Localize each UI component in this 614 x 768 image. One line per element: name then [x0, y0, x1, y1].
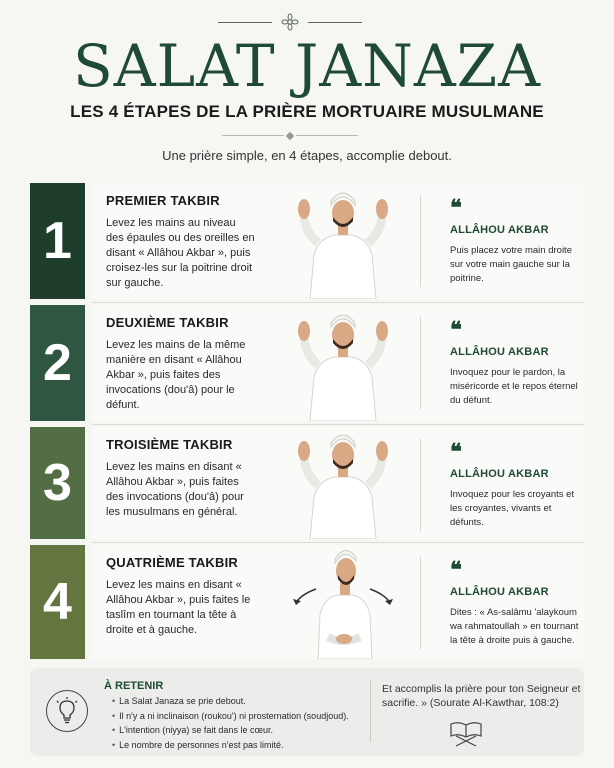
intro-text: Une prière simple, en 4 étapes, accomplie debout. [162, 148, 452, 163]
list-item: • L'intention (niyya) se fait dans le cœur. [112, 723, 349, 738]
dua-heading: ALLÂHOU AKBAR [450, 586, 549, 598]
quote-mark-icon: ❝ [450, 439, 462, 465]
quote-mark-icon: ❝ [450, 195, 462, 221]
quote-mark-icon: ❝ [450, 317, 462, 343]
quran-verse: Et accomplis la prière pour ton Seigneur et sacrifie. » (Sourate Al-Kawthar, 108:2) [382, 683, 581, 709]
retain-box [30, 668, 584, 756]
step-number: 3 [30, 427, 85, 539]
dua-text: Invoquez pour les croyants et les croyantes, vivants et défunts. [450, 489, 575, 528]
quote-mark-icon: ❝ [450, 557, 462, 583]
lightbulb-icon [55, 697, 79, 725]
dua-text: Dites : « As-salâmu 'alaykoum wa rahmatoullah » en tournant la tête à droite puis à gauche. [450, 607, 579, 646]
dua-text: Puis placez votre main droite sur votre main gauche sur la poitrine. [450, 245, 572, 284]
step-number: 4 [30, 545, 85, 659]
dua-heading: ALLÂHOU AKBAR [450, 346, 549, 358]
step-description: Levez les mains de la même manière en disant « Allâhou Akbar », puis faites des invocations (dou'â) pour le défunt. [106, 339, 246, 411]
step-2 [30, 305, 584, 421]
diamond-icon [286, 132, 294, 140]
praying-man-raised-hands-figure [288, 183, 398, 299]
step-description: Levez les mains en disant « Allâhou Akbar », puis faites des invocations (dou'â) pour les musulmans en général. [106, 461, 244, 518]
ornament-line-right [308, 22, 362, 23]
top-ornament [0, 12, 614, 34]
step-4 [30, 545, 584, 659]
dua-text: Invoquez pour le pardon, la miséricorde et le repos éternel du défunt. [450, 367, 578, 406]
open-quran-icon [448, 716, 484, 748]
step-1 [30, 183, 584, 299]
step-number: 1 [30, 183, 85, 299]
lightbulb-badge [46, 690, 88, 732]
page-subtitle: LES 4 ÉTAPES DE LA PRIÈRE MORTUAIRE MUSULMANE [70, 102, 544, 121]
dua-heading: ALLÂHOU AKBAR [450, 468, 549, 480]
flower-ornament-icon [280, 12, 300, 32]
dua-heading: ALLÂHOU AKBAR [450, 224, 549, 236]
step-description: Levez les mains au niveau des épaules ou des oreilles en disant « Allâhou Akbar », puis croisez-les sur la poitrine droit sur gauche. [106, 217, 255, 289]
step-description: Levez les mains en disant « Allâhou Akbar », puis faites le taslîm en tournant la tête à droite et à gauche. [106, 579, 251, 636]
step-3 [30, 427, 584, 539]
ornament-line-left [218, 22, 272, 23]
page-title: SALAT JANAZA [73, 32, 541, 100]
list-item: • Le nombre de personnes n'est pas limité. [112, 738, 349, 753]
step-number: 2 [30, 305, 85, 421]
step-heading: PREMIER TAKBIR [106, 193, 220, 208]
retain-title: À RETENIR [104, 680, 164, 692]
retain-list [104, 694, 349, 752]
list-item: • La Salat Janaza se prie debout. [112, 694, 349, 709]
praying-man-taslim-figure [274, 545, 412, 659]
step-heading: DEUXIÈME TAKBIR [106, 315, 229, 330]
step-heading: QUATRIÈME TAKBIR [106, 555, 238, 570]
praying-man-raised-hands-figure [288, 427, 398, 539]
list-item: • Il n'y a ni inclinaison (roukou') ni prosternation (soudjoud). [112, 709, 349, 724]
praying-man-raised-hands-figure [288, 305, 398, 421]
step-heading: TROISIÈME TAKBIR [106, 437, 233, 452]
divider [0, 133, 614, 139]
